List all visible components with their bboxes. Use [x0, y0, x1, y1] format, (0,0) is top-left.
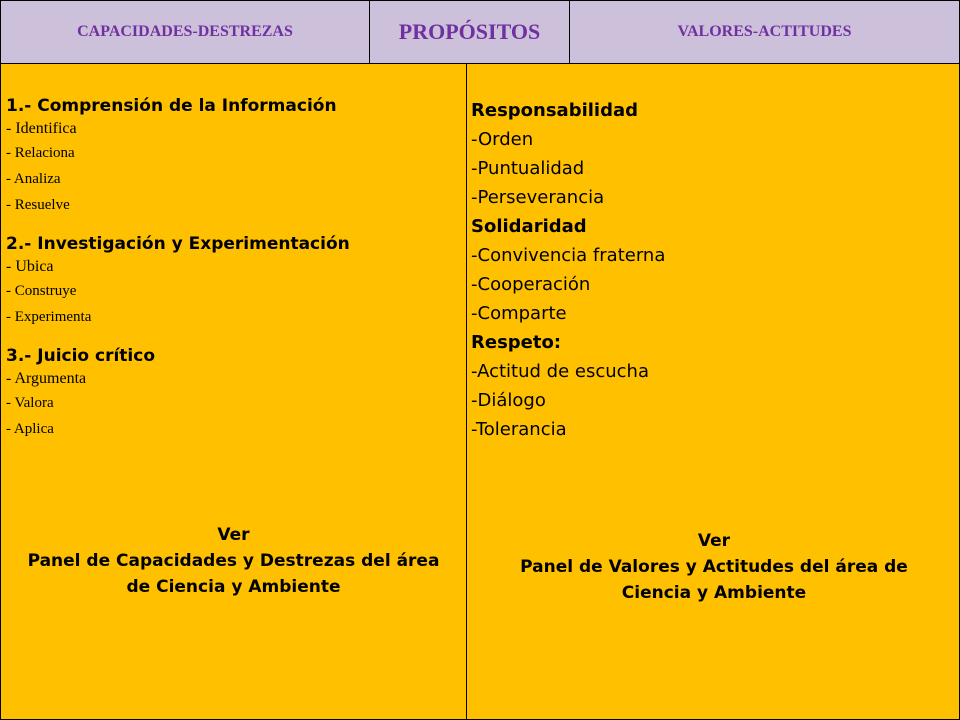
- table-body: [0, 64, 960, 720]
- value-heading: Respeto:: [471, 332, 562, 353]
- header-propositos: PROPÓSITOS: [370, 0, 570, 64]
- capacidades-column: [6, 94, 461, 456]
- valores-reference: [467, 528, 960, 606]
- section-investigacion: [6, 232, 461, 330]
- list-item: -Convivencia fraterna: [471, 245, 666, 266]
- list-item: - Identifica: [6, 120, 77, 137]
- list-item: -Orden: [471, 129, 534, 150]
- table-header: [0, 0, 960, 64]
- reference-panel-title: Panel de Valores y Actitudes del área de: [520, 557, 908, 577]
- reference-panel-area: Ciencia y Ambiente: [621, 583, 807, 603]
- list-item: - Construye: [6, 283, 77, 299]
- header-valores: VALORES-ACTITUDES: [570, 0, 960, 64]
- value-heading: Solidaridad: [471, 216, 587, 237]
- list-item: -Comparte: [471, 303, 567, 324]
- list-item: - Analiza: [6, 171, 61, 187]
- header-capacidades: CAPACIDADES-DESTREZAS: [0, 0, 370, 64]
- section-comprension: [6, 94, 461, 218]
- list-item: - Ubica: [6, 258, 54, 275]
- list-item: - Experimenta: [6, 309, 92, 325]
- section-juicio: [6, 344, 461, 442]
- valores-column: [471, 96, 951, 444]
- reference-panel-title: Panel de Capacidades y Destrezas del área: [27, 551, 440, 571]
- list-item: -Perseverancia: [471, 187, 605, 208]
- list-item: - Valora: [6, 395, 54, 411]
- list-item: - Resuelve: [6, 197, 70, 213]
- list-item: -Cooperación: [471, 274, 591, 295]
- list-item: -Tolerancia: [471, 419, 567, 440]
- list-item: -Diálogo: [471, 390, 546, 411]
- list-item: - Relaciona: [6, 145, 75, 161]
- section-title: 3.- Juicio crítico: [6, 346, 156, 366]
- list-item: - Argumenta: [6, 370, 87, 387]
- column-divider: [466, 64, 467, 720]
- section-title: 2.- Investigación y Experimentación: [6, 234, 350, 254]
- list-item: -Puntualidad: [471, 158, 585, 179]
- reference-panel-area: de Ciencia y Ambiente: [126, 577, 341, 597]
- reference-ver: Ver: [217, 525, 250, 545]
- list-item: - Aplica: [6, 421, 54, 437]
- value-heading: Responsabilidad: [471, 100, 639, 121]
- section-title: 1.- Comprensión de la Información: [6, 96, 337, 116]
- reference-ver: Ver: [697, 531, 731, 551]
- list-item: -Actitud de escucha: [471, 361, 649, 382]
- capacidades-reference: [1, 522, 466, 600]
